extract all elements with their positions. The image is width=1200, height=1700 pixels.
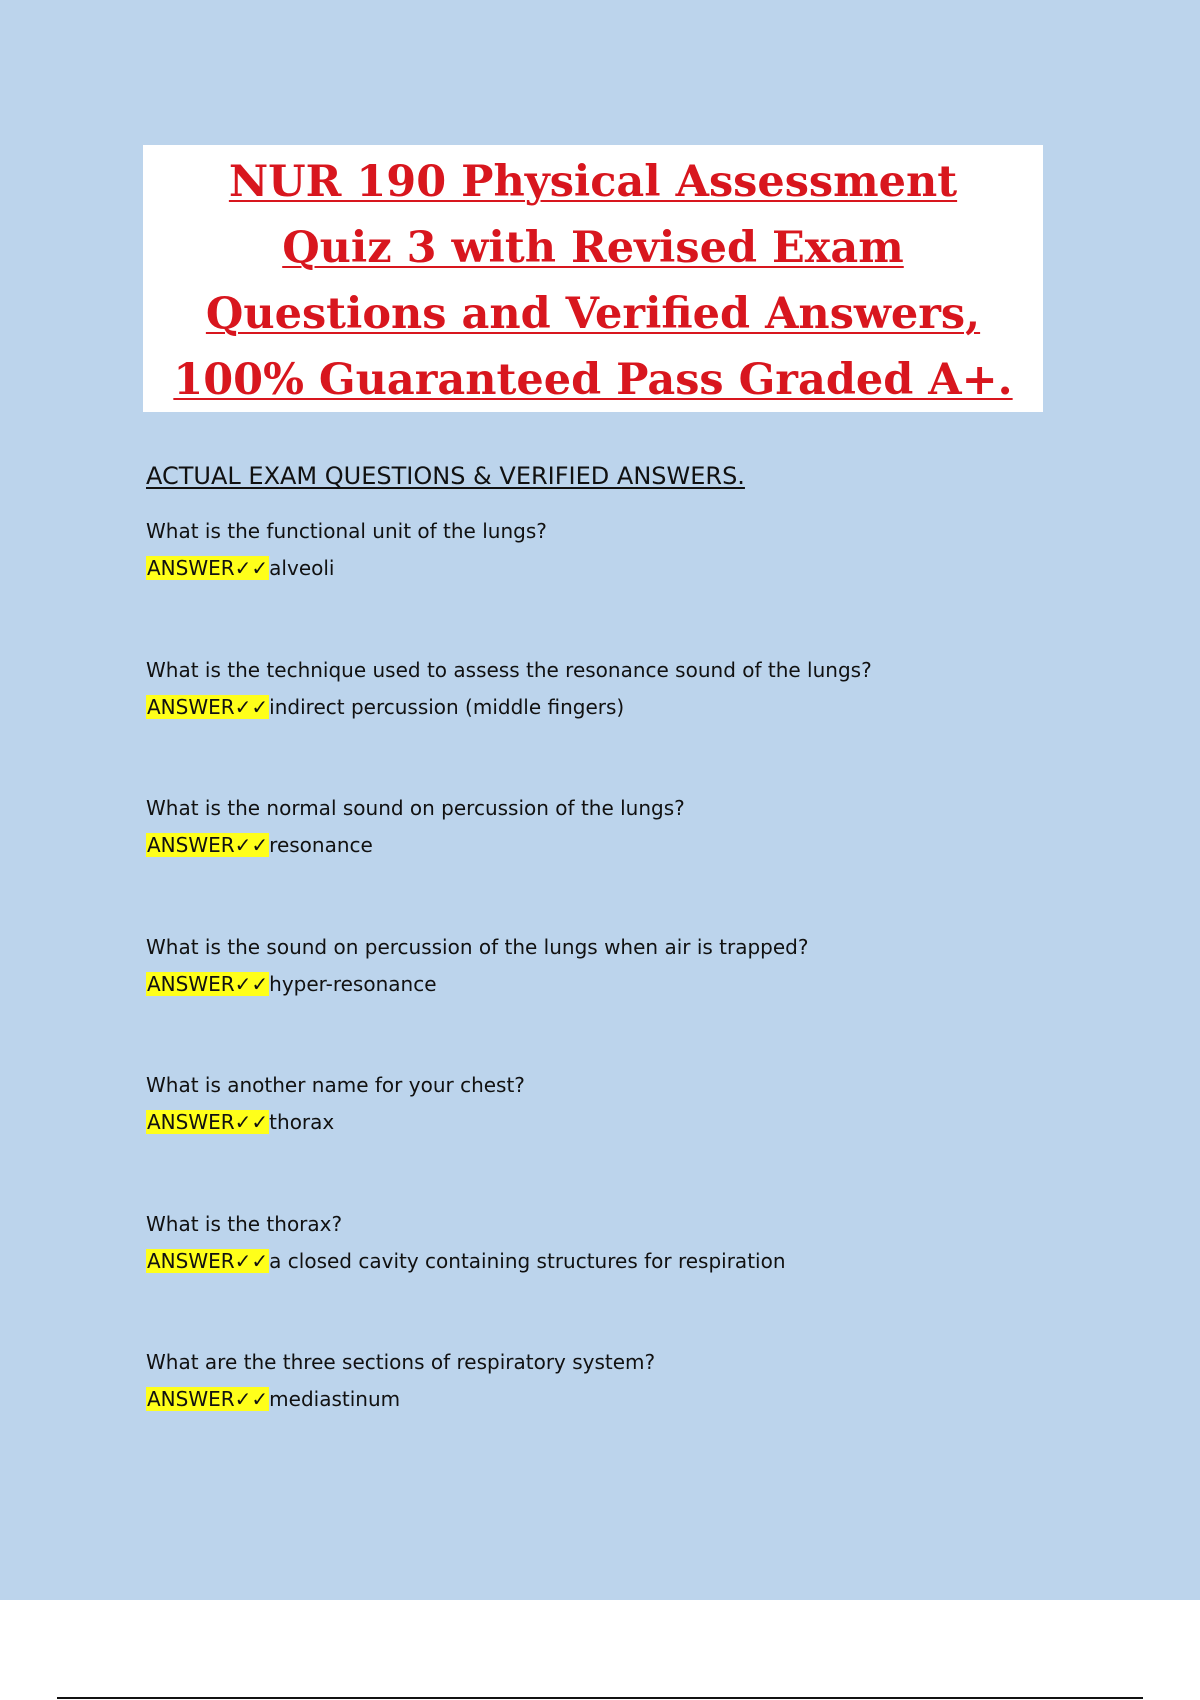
title-line-1: NUR 190 Physical Assessment [228,157,958,207]
question-text: What is the sound on percussion of the lungs when air is trapped? [146,934,809,959]
qa-item-1 [146,517,1146,656]
qa-item-5 [146,1071,1146,1210]
title-box [143,145,1043,412]
answer-label: ANSWER✓✓ [147,1110,269,1134]
question-text: What is another name for your chest? [146,1073,525,1097]
qa-item-7 [146,1348,1146,1487]
answer-row [146,693,1146,721]
answer-row [146,1385,1146,1413]
qa-list [146,517,1146,1487]
qa-item-6 [146,1210,1146,1349]
answer-label: ANSWER✓✓ [147,1387,269,1411]
question-text: What is the technique used to assess the resonance sound of the lungs? [146,657,872,682]
title-line-4: 100% Guaranteed Pass Graded A+. [173,355,1013,405]
answer-row [146,970,1146,998]
answer-row [146,831,1146,859]
answer-row [146,1108,1146,1136]
answer-text: thorax [269,1110,335,1134]
qa-item-4 [146,933,1146,1072]
answer-text: a closed cavity containing structures for respiration [269,1248,786,1273]
title-line-2: Quiz 3 with Revised Exam [282,223,904,273]
footer-divider [57,1697,1143,1699]
answer-text: indirect percussion (middle fingers) [269,694,625,719]
answer-text: hyper-resonance [269,971,437,996]
answer-label: ANSWER✓✓ [147,1248,269,1273]
qa-item-3 [146,794,1146,933]
question-text: What is the thorax? [146,1211,343,1236]
question-text: What is the functional unit of the lungs? [146,519,547,543]
section-heading: ACTUAL EXAM QUESTIONS & VERIFIED ANSWERS. [146,462,745,490]
answer-text: alveoli [269,556,335,580]
answer-text: resonance [269,833,373,857]
qa-item-2 [146,656,1146,795]
answer-row [146,554,1146,582]
question-text: What is the normal sound on percussion of the lungs? [146,796,685,820]
question-text: What are the three sections of respiratory system? [146,1350,656,1374]
answer-label: ANSWER✓✓ [147,694,269,719]
title-line-3: Questions and Verified Answers, [205,289,981,339]
answer-label: ANSWER✓✓ [147,971,269,996]
answer-text: mediastinum [269,1387,401,1411]
answer-row [146,1247,1146,1275]
answer-label: ANSWER✓✓ [147,556,269,580]
answer-label: ANSWER✓✓ [147,833,269,857]
